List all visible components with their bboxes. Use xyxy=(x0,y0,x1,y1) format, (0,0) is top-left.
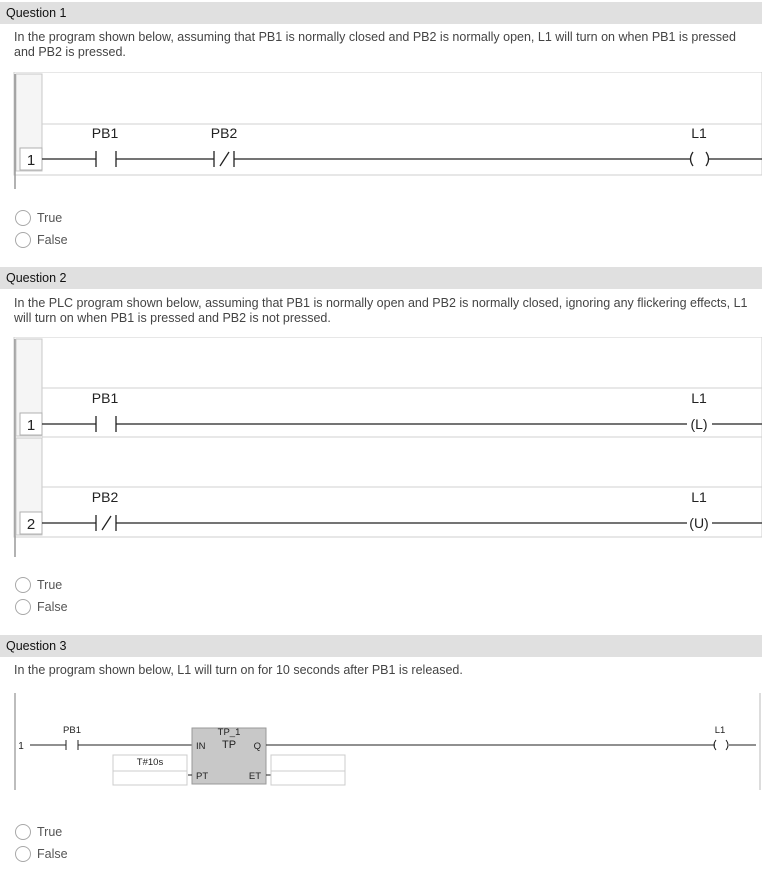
option-label: True xyxy=(37,211,63,225)
contact-label-pb1: PB1 xyxy=(91,125,119,141)
rung-number: 1 xyxy=(26,152,36,169)
question-2-header xyxy=(0,267,762,289)
question-1-option-false[interactable] xyxy=(15,231,68,249)
no-contact-icon xyxy=(66,740,78,750)
timer-pin-in: IN xyxy=(196,741,206,752)
question-1-ladder-diagram xyxy=(0,72,762,194)
reset-coil-icon: (U) xyxy=(689,515,709,531)
contact-label-pb2: PB2 xyxy=(210,125,238,141)
timer-pin-pt: PT xyxy=(196,771,209,782)
radio-button[interactable] xyxy=(15,824,31,840)
radio-button[interactable] xyxy=(15,846,31,862)
set-coil-icon: (L) xyxy=(690,416,708,432)
radio-button[interactable] xyxy=(15,210,31,226)
question-2-text: In the PLC program shown below, assuming that PB1 is normally open and PB2 is normally closed, ignoring any flickering effects, L1 will turn on when PB1 is pressed and PB2 is not pressed. xyxy=(14,296,748,325)
q-output-field[interactable] xyxy=(271,755,345,771)
question-3-title: Question 3 xyxy=(6,639,67,653)
contact-label-pb1: PB1 xyxy=(63,725,81,736)
coil-label-l1: L1 xyxy=(691,390,707,406)
question-1-header xyxy=(0,2,762,24)
question-3-option-false[interactable] xyxy=(15,845,68,863)
option-label: True xyxy=(37,578,63,592)
option-label: True xyxy=(37,825,63,839)
question-1-option-true[interactable] xyxy=(15,209,62,227)
et-output-field[interactable] xyxy=(271,771,345,785)
timer-instance-name: TP_1 xyxy=(217,727,241,738)
coil-icon xyxy=(714,740,728,750)
coil-label-l1: L1 xyxy=(691,125,707,141)
rung-number: 1 xyxy=(26,417,36,434)
contact-label-pb1: PB1 xyxy=(91,390,119,406)
question-1-text: In the program shown below, assuming that PB1 is normally closed and PB2 is normally open, L1 will turn on when PB1 is pressed and PB2 is pressed. xyxy=(14,30,736,59)
rung-number: 1 xyxy=(18,741,24,752)
coil-label-l1: L1 xyxy=(691,489,707,505)
timer-type: TP xyxy=(221,739,237,751)
question-3-header xyxy=(0,635,762,657)
radio-button[interactable] xyxy=(15,232,31,248)
rung-number: 2 xyxy=(26,516,36,533)
option-label: False xyxy=(37,233,68,247)
preset-time-value: T#10s xyxy=(136,757,164,768)
question-2-option-true[interactable] xyxy=(15,576,62,594)
timer-pin-et: ET xyxy=(248,771,261,782)
timer-pin-q: Q xyxy=(253,741,261,752)
radio-button[interactable] xyxy=(15,599,31,615)
question-3-ladder-diagram xyxy=(0,690,762,800)
question-2-title: Question 2 xyxy=(6,271,67,285)
question-3-text: In the program shown below, L1 will turn on for 10 seconds after PB1 is released. xyxy=(14,663,463,677)
option-label: False xyxy=(37,847,68,861)
question-2-ladder-diagram xyxy=(0,337,762,559)
question-2-option-false[interactable] xyxy=(15,598,68,616)
option-label: False xyxy=(37,600,68,614)
preset-field-lower[interactable] xyxy=(113,771,187,785)
contact-label-pb2: PB2 xyxy=(91,489,119,505)
radio-button[interactable] xyxy=(15,577,31,593)
question-1-title: Question 1 xyxy=(6,6,67,20)
question-3-option-true[interactable] xyxy=(15,823,62,841)
coil-label-l1: L1 xyxy=(714,725,726,736)
